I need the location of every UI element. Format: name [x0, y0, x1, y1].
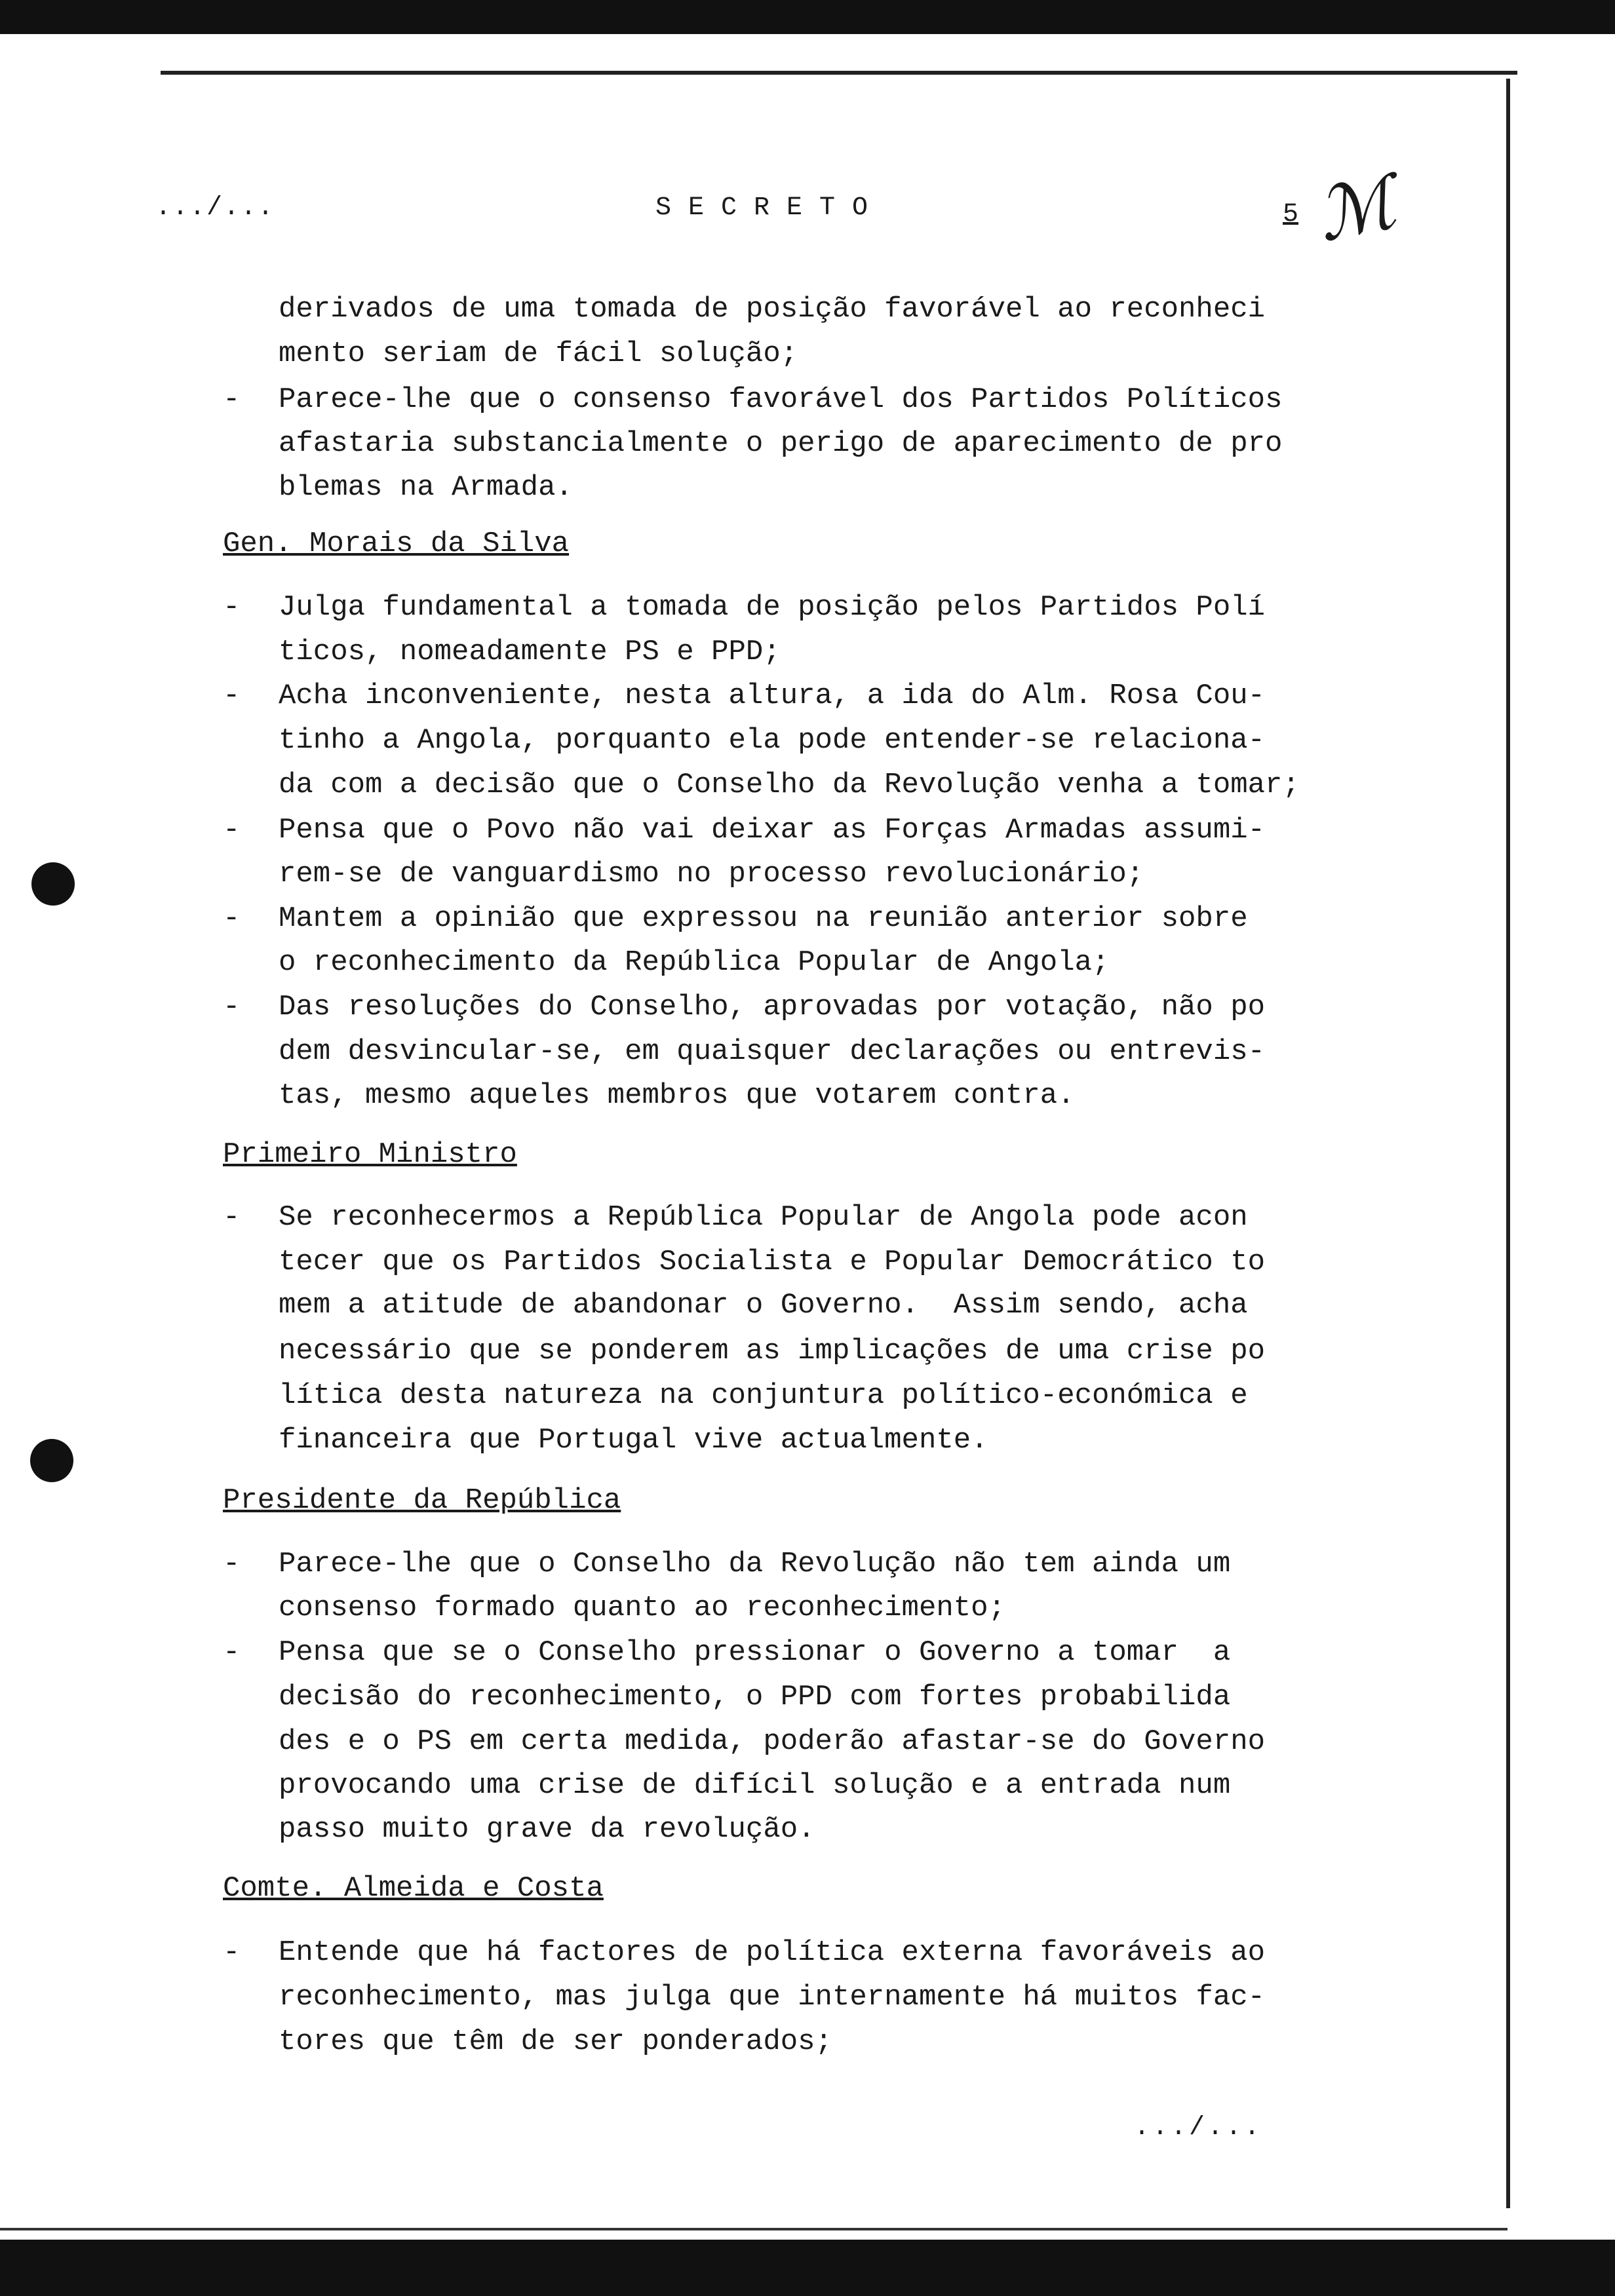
speaker-heading: Primeiro Ministro — [223, 1138, 517, 1171]
text-line: o reconhecimento da República Popular de Angola; — [279, 946, 1110, 979]
text-line: tinho a Angola, porquanto ela pode entender-se relaciona- — [279, 724, 1266, 757]
classification-label: SECRETO — [655, 193, 885, 223]
text-line: dem desvincular-se, em quaisquer declarações ou entrevis- — [279, 1035, 1266, 1068]
speaker-heading: Presidente da República — [223, 1484, 621, 1517]
text-line: blemas na Armada. — [279, 471, 573, 504]
text-line: provocando uma crise de difícil solução e a entrada num — [279, 1769, 1231, 1802]
text-line: mento seriam de fácil solução; — [279, 337, 798, 370]
punch-hole — [31, 862, 75, 906]
text-line: Se reconhecermos a República Popular de Angola pode acon — [279, 1201, 1248, 1234]
text-line: Julga fundamental a tomada de posição pelos Partidos Polí — [279, 591, 1266, 624]
scan-bottom-border — [0, 2240, 1615, 2296]
text-line: Pensa que o Povo não vai deixar as Forças Armadas assumi- — [279, 814, 1266, 847]
bullet-dash: - — [223, 1548, 241, 1580]
text-line: Parece-lhe que o consenso favorável dos Partidos Políticos — [279, 383, 1283, 416]
page-number: 5 — [1283, 200, 1299, 229]
bullet-dash: - — [223, 902, 241, 935]
text-line: reconhecimento, mas julga que internamente há muitos fac- — [279, 1981, 1266, 2014]
text-line: Parece-lhe que o Conselho da Revolução não tem ainda um — [279, 1548, 1231, 1580]
speaker-heading: Comte. Almeida e Costa — [223, 1872, 604, 1905]
bullet-dash: - — [223, 1201, 241, 1234]
bullet-dash: - — [223, 991, 241, 1024]
text-line: consenso formado quanto ao reconhecimento; — [279, 1592, 1005, 1624]
text-line: Das resoluções do Conselho, aprovadas por votação, não po — [279, 991, 1266, 1024]
punch-hole — [30, 1439, 73, 1482]
continuation-marker-bottom: .../... — [1134, 2113, 1263, 2143]
bullet-dash: - — [223, 679, 241, 712]
bullet-dash: - — [223, 1636, 241, 1669]
text-line: Entende que há factores de política externa favoráveis ao — [279, 1936, 1266, 1969]
text-line: financeira que Portugal vive actualmente. — [279, 1424, 988, 1457]
text-line: afastaria substancialmente o perigo de aparecimento de pro — [279, 427, 1283, 460]
text-line: decisão do reconhecimento, o PPD com fortes probabilida — [279, 1681, 1231, 1713]
text-line: da com a decisão que o Conselho da Revolução venha a tomar; — [279, 769, 1300, 801]
text-line: tecer que os Partidos Socialista e Popular Democrático to — [279, 1246, 1266, 1278]
handwritten-initials: ℳ — [1309, 160, 1403, 258]
scan-top-border — [0, 0, 1615, 34]
text-line: Pensa que se o Conselho pressionar o Governo a tomar a — [279, 1636, 1231, 1669]
text-line: passo muito grave da revolução. — [279, 1813, 815, 1846]
text-line: tas, mesmo aqueles membros que votarem contra. — [279, 1079, 1075, 1112]
text-line: necessário que se ponderem as implicações de uma crise po — [279, 1335, 1266, 1368]
bullet-dash: - — [223, 591, 241, 624]
text-line: des e o PS em certa medida, poderão afastar-se do Governo — [279, 1725, 1266, 1758]
text-line: rem-se de vanguardismo no processo revolucionário; — [279, 858, 1144, 890]
text-line: lítica desta natureza na conjuntura político-económica e — [279, 1379, 1248, 1412]
text-line: mem a atitude de abandonar o Governo. Assim sendo, acha — [279, 1289, 1248, 1322]
scan-bottom-rule — [0, 2228, 1508, 2230]
text-line: tores que têm de ser ponderados; — [279, 2025, 832, 2058]
text-line: ticos, nomeadamente PS e PPD; — [279, 636, 781, 668]
scan-top-rule — [161, 71, 1517, 75]
speaker-heading: Gen. Morais da Silva — [223, 527, 570, 560]
text-line: Acha inconveniente, nesta altura, a ida do Alm. Rosa Cou- — [279, 679, 1266, 712]
text-line: derivados de uma tomada de posição favorável ao reconheci — [279, 293, 1266, 326]
scan-right-edge — [1506, 79, 1510, 2208]
text-line: Mantem a opinião que expressou na reunião anterior sobre — [279, 902, 1248, 935]
bullet-dash: - — [223, 1936, 241, 1969]
bullet-dash: - — [223, 814, 241, 847]
bullet-dash: - — [223, 383, 241, 416]
continuation-marker-top: .../... — [155, 193, 275, 223]
